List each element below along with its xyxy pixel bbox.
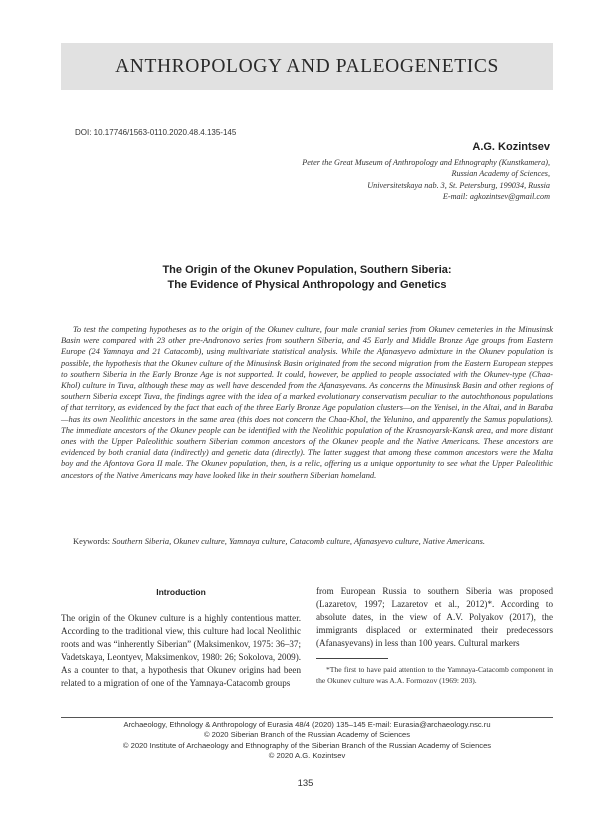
introduction-text-left: The origin of the Okunev culture is a highly contentious matter. According to the traditional view, this culture had local Neolithic roots and was “inherently Siberian” (Maksimenkov, 1975: 36–37; Vadetskaya, Leontyev, Maksimenkov, 1980: 26; Sokolova, 2009). As a counter to that, a hypothesis that Okunev origins had been related to a migration of one of the Yamnaya-Catacomb groups	[61, 613, 301, 688]
journal-citation: Archaeology, Ethnology & Anthropology of Eurasia 48/4 (2020) 135–145 E-mail: Eurasia@archaeology.nsc.ru	[123, 720, 491, 729]
article-title-line-2: The Evidence of Physical Anthropology and Genetics	[167, 278, 447, 291]
article-title-line-1: The Origin of the Okunev Population, Southern Siberia:	[162, 264, 452, 276]
introduction-text-right: from European Russia to southern Siberia was proposed (Lazaretov, 1997; Lazaretov et al., 2012)*. According to absolute dates, in the view of A.V. Polyakov (2017), the immigrants displaced or exterminated their predecessors (Afanasyevans) in less than 100 years. Cultural markers	[316, 586, 553, 648]
affiliation-line: Russian Academy of Sciences,	[451, 169, 550, 179]
keywords	[61, 536, 553, 547]
section-title: ANTHROPOLOGY AND PALEOGENETICS	[115, 55, 499, 77]
author-affiliation	[230, 157, 550, 202]
affiliation-line: Peter the Great Museum of Anthropology and Ethnography (Kunstkamera),	[302, 158, 550, 167]
copyright-line: © 2020 Siberian Branch of the Russian Academy of Sciences	[203, 730, 411, 740]
left-column	[61, 587, 301, 689]
footnote-divider	[316, 658, 388, 659]
doi-text: DOI: 10.17746/1563-0110.2020.48.4.135-145	[75, 128, 237, 137]
keywords-values: Southern Siberia, Okunev culture, Yamnaya culture, Catacomb culture, Afanasyevo culture, Native Americans.	[112, 536, 485, 546]
introduction-heading: Introduction	[156, 587, 206, 597]
footnote: *The first to have paid attention to the Yamnaya-Catacomb component in the Okunev culture was A.A. Formozov (1969: 203).	[316, 665, 553, 685]
section-banner	[61, 43, 553, 90]
page-number: 135	[297, 778, 314, 789]
article-title	[61, 263, 553, 292]
footer-divider	[61, 717, 553, 718]
affiliation-line: Universitetskaya nab. 3, St. Petersburg, 199034, Russia	[367, 180, 550, 190]
abstract: To test the competing hypotheses as to the origin of the Okunev culture, four male cranial series from Okunev cemeteries in the Minusinsk Basin were compared with 23 other pre-Andronovo series from southern Siberia, and 45 Early and Middle Bronze Age groups from Eastern Europe (24 Yamnaya and 21 Catacomb), using multivariate statistical analysis. While the Afanasyevo admixture in the Okunev population is possible, the hypothesis that the Okunev culture of the Minusinsk Basin originated from the second migration from the Eastern European steppes to southern Siberia in the Early Bronze Age is not supported. It could, however, be applied to people associated with the Okunev-type (Chaa-Khol) culture in Tuva, although these may as well have descended from the Afanasyevans. As concerns the Minusinsk Basin and other regions of southern Siberia except Tuva, the findings agree with the idea of a marked evolutionary conservatism peculiar to the autochthonous populations of that territory, as evidenced by the fact that each of the three Early Bronze Age population clusters—on the Yenisei, in the Altai, and in Baraba—has its own Neolithic ancestors in the same area (this does not concern the Chaa-Khol, the Yelunino, and apparently the Samus populations). The immediate ancestors of the Okunev people can be identified with the Neolithic population of the Krasnoyarsk-Kansk area, and more distant ones with the Upper Paleolithic southern Siberian common ancestors of the Okunev people and the Native Americans. These ancestors are evidenced by both cranial data (indirectly) and genetic data (directly). The latter suggest that among these common ancestors were the Malta boy and the Afontova Gora II male. The Okunev population, then, is a relic, offering us a unique opportunity to see what the Upper Paleolithic ancestors of the Native Americans may have looked like in their southern Siberian homeland.	[61, 324, 553, 480]
author-email: E-mail: agkozintsev@gmail.com	[442, 191, 550, 201]
author-name: A.G. Kozintsev	[472, 141, 550, 153]
journal-footer	[61, 720, 553, 762]
keywords-label: Keywords:	[73, 536, 111, 546]
copyright-line: © 2020 Institute of Archaeology and Ethnography of the Siberian Branch of the Russian Academy of Sciences	[122, 740, 492, 750]
copyright-line: © 2020 A.G. Kozintsev	[268, 751, 346, 761]
